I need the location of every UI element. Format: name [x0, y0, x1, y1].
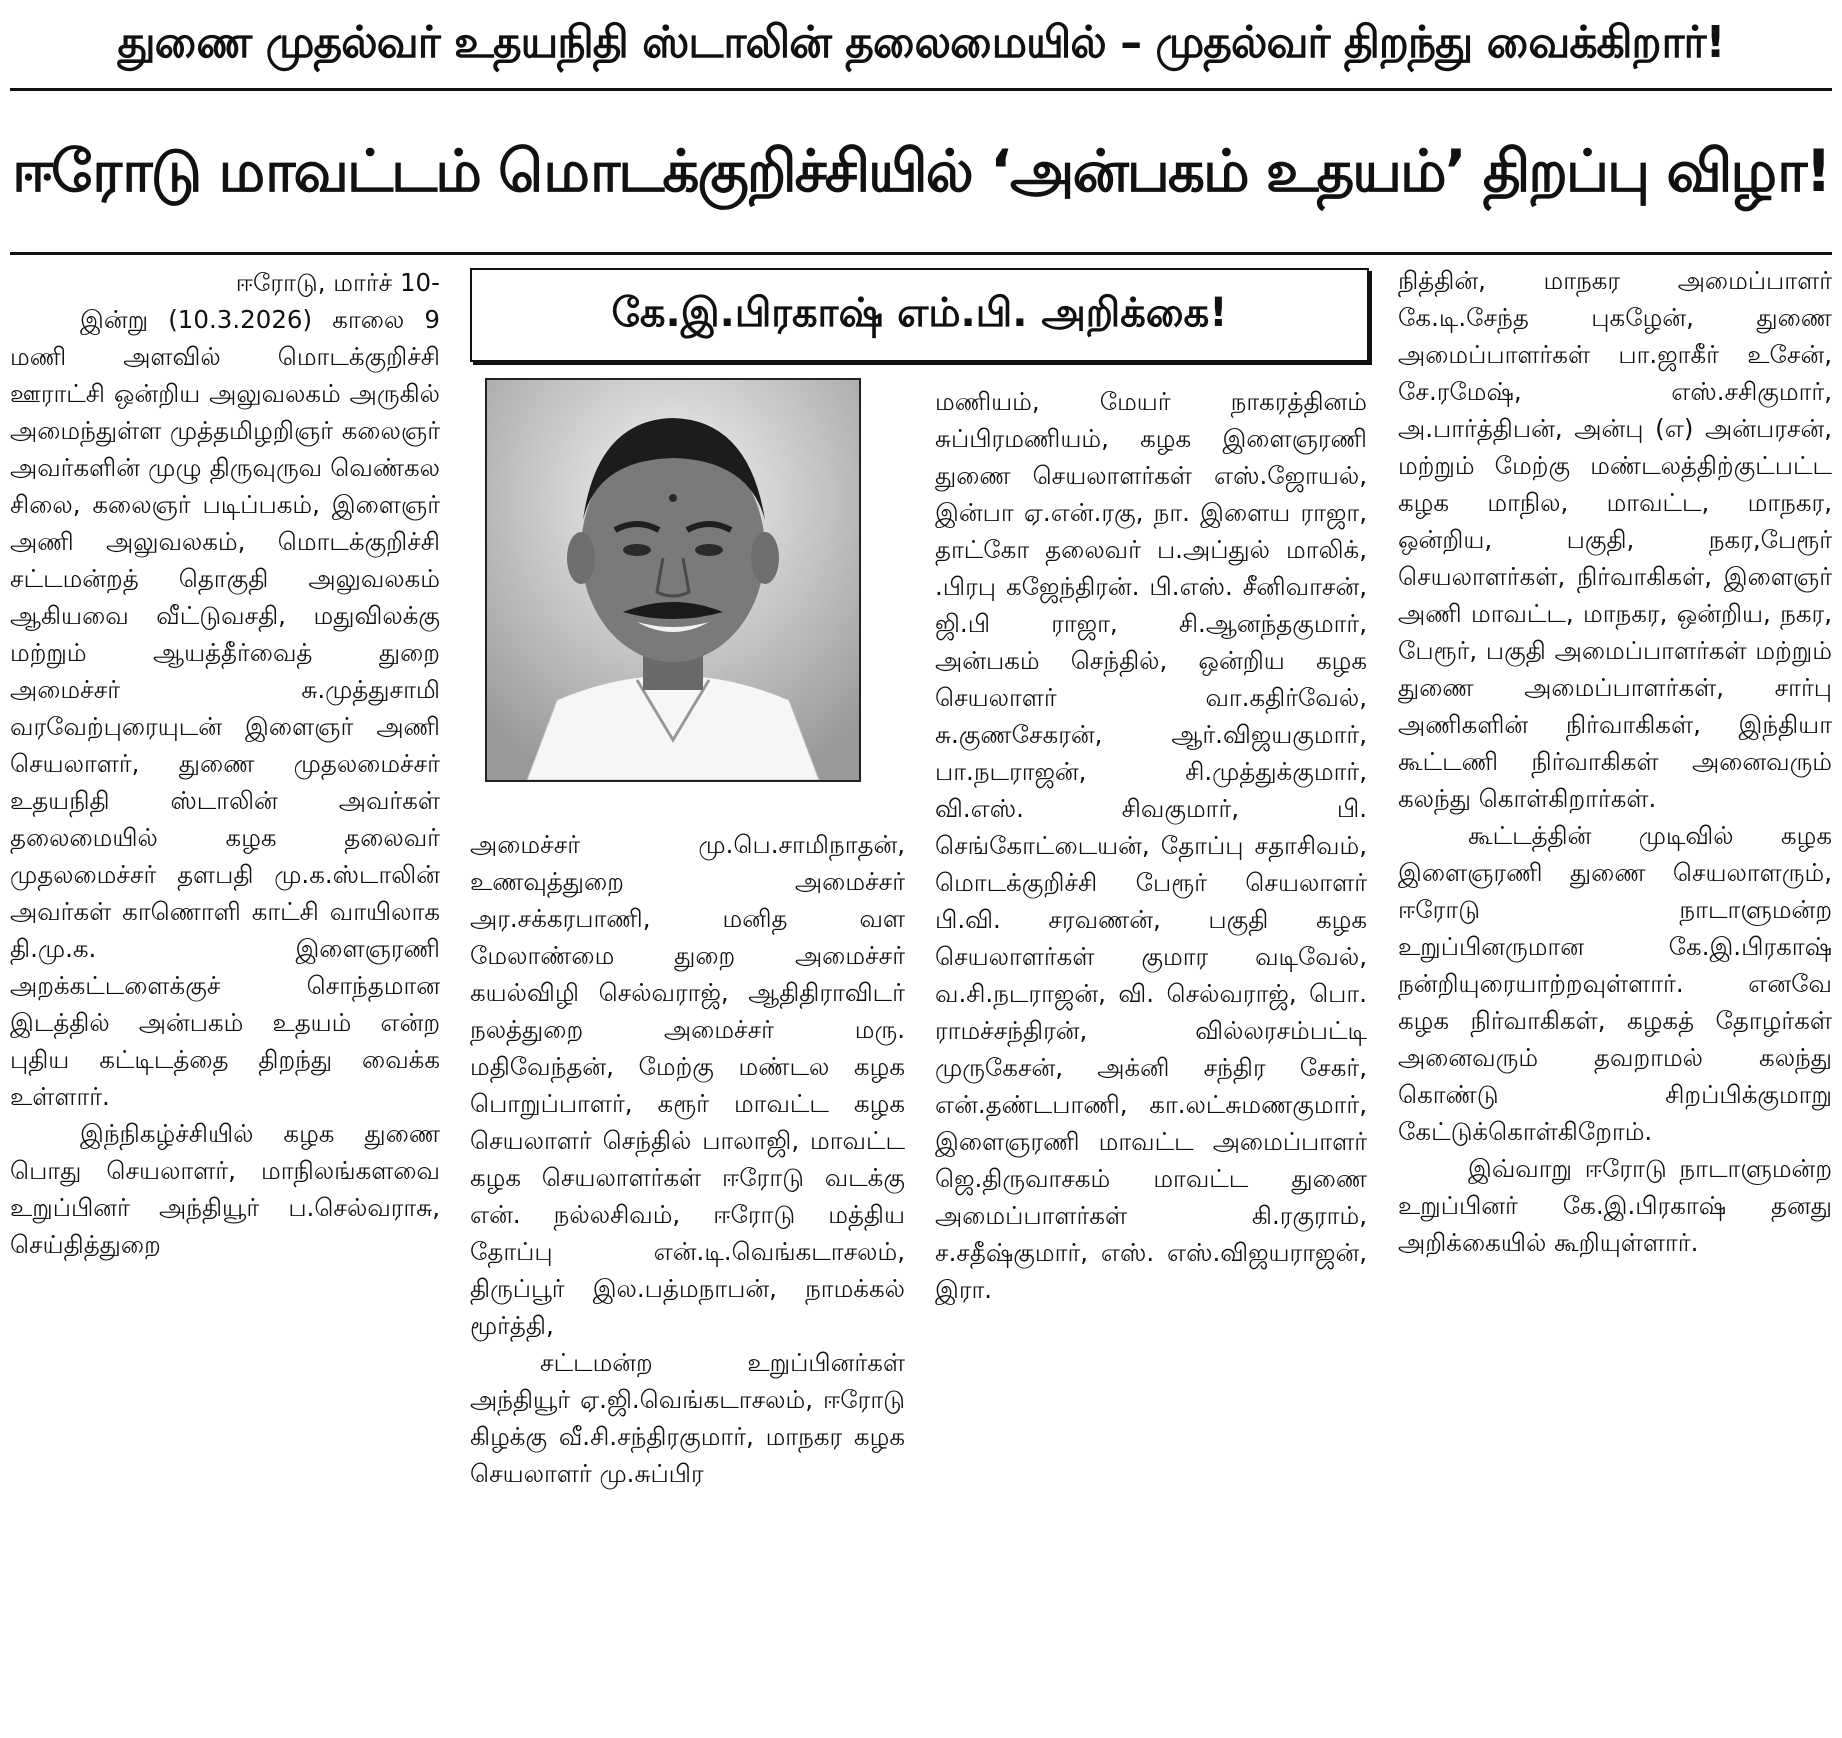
paragraph: நித்தின், மாநகர அமைப்பாளர் கே.டி.சேந்த புகழேன், துணை அமைப்பாளர்கள் பா.ஜாகீர் உசேன், சே.ரமேஷ், எஸ்.சசிகுமார், அ.பார்த்திபன், அன்பு (எ) அன்பரசன், மற்றும் மேற்கு மண்டலத்திற்குட்பட்ட கழக மாநில, மாவட்ட, மாநகர, ஒன்றிய, பகுதி, நகர,பேரூர் செயலாளர்கள், நிர்வாகிகள், இளைஞர் அணி மாவட்ட, மாநகர, ஒன்றிய, நகர, பேரூர், பகுதி அமைப்பாளர்கள் மற்றும் துணை அமைப்பாளர்கள், சார்பு அணிகளின் நிர்வாகிகள், இந்தியா கூட்டணி நிர்வாகிகள் அனைவரும் கலந்து கொள்கிறார்கள்.: [1398, 266, 1832, 813]
paragraph: கூட்டத்தின் முடிவில் கழக இளைஞரணி துணை செயலாளரும், ஈரோடு நாடாளுமன்ற உறுப்பினருமான கே.இ.பிரகாஷ் நன்றியுரையாற்றவுள்ளார். எனவே கழக நிர்வாகிகள், கழகத் தோழர்கள் அனைவரும் தவறாமல் கலந்து கொண்டு சிறப்பிக்குமாறு கேட்டுக்கொள்கிறோம்.: [1398, 821, 1832, 1146]
paragraph: இவ்வாறு ஈரோடு நாடாளுமன்ற உறுப்பினர் கே.இ.பிரகாஷ் தனது அறிக்கையில் கூறியுள்ளார்.: [1398, 1154, 1832, 1257]
top-rule: [10, 88, 1832, 91]
main-headline: ஈரோடு மாவட்டம் மொடக்குறிச்சியில் ‘அன்பகம் உதயம்’ திறப்பு விழா!: [12, 137, 1830, 205]
statement-title-box: கே.இ.பிரகாஷ் எம்.பி. அறிக்கை!: [470, 268, 1369, 362]
paragraph: அமைச்சர் மு.பெ.சாமிநாதன், உணவுத்துறை அமைச்சர் அர.சக்கரபாணி, மனித வள மேலாண்மை துறை அமைச்சர் கயல்விழி செல்வராஜ், ஆதிதிராவிடர் நலத்துறை அமைச்சர் மரு. மதிவேந்தன், மேற்கு மண்டல கழக பொறுப்பாளர், கரூர் மாவட்ட கழக செயலாளர் செந்தில் பாலாஜி, மாவட்ட கழக செயலாளர்கள் ஈரோடு வடக்கு என். நல்லசிவம், ஈரோடு மத்திய தோப்பு என்.டி.வெங்கடாசலம், திருப்பூர் இல.பத்மநாபன், நாமக்கல் மூர்த்தி,: [470, 830, 905, 1340]
article-column-4: [1398, 262, 1832, 1732]
paragraph: இந்நிகழ்ச்சியில் கழக துணை பொது செயலாளர், மாநிலங்களவை உறுப்பினர் அந்தியூர் ப.செல்வராசு, செய்தித்துறை: [10, 1119, 440, 1259]
dateline: ஈரோடு, மார்ச் 10-: [235, 268, 440, 297]
paragraph: மணியம், மேயர் நாகரத்தினம் சுப்பிரமணியம், கழக இளைஞரணி துணை செயலாளர்கள் எஸ்.ஜோயல், இன்பா ஏ.என்.ரகு, நா. இளைய ராஜா, தாட்கோ தலைவர் ப.அப்துல் மாலிக், .பிரபு கஜேந்திரன். பி.எஸ். சீனிவாசன், ஜி.பி ராஜா, சி.ஆனந்தகுமார், அன்பகம் செந்தில், ஒன்றிய கழக செயலாளர் வா.கதிர்வேல், சு.குணசேகரன், ஆர்.விஜயகுமார், பா.நடராஜன், சி.முத்துக்குமார், வி.எஸ். சிவகுமார், பி. செங்கோட்டையன், தோப்பு சதாசிவம், மொடக்குறிச்சி பேரூர் செயலாளர் பி.வி. சரவணன், பகுதி கழக செயலாளர்கள் குமார வடிவேல், வ.சி.நடராஜன், வி. செல்வராஜ், பொ. ராமச்சந்திரன், வில்லரசம்பட்டி முருகேசன், அக்னி சந்திர சேகர், என்.தண்டபாணி, கா.லட்சுமணகுமார், இளைஞரணி மாவட்ட அமைப்பாளர் ஜெ.திருவாசகம் மாவட்ட துணை அமைப்பாளர்கள் கி.ரகுராம், ச.சதீஷ்குமார், எஸ். எஸ்.விஜயராஜன், இரா.: [935, 387, 1367, 1304]
article-column-1: [10, 264, 440, 1734]
kicker-headline: துணை முதல்வர் உதயநிதி ஸ்டாலின் தலைமையில் – முதல்வர் திறந்து வைக்கிறார்!: [117, 16, 1725, 68]
paragraph: இன்று (10.3.2026) காலை 9 மணி அளவில் மொடக்குறிச்சி ஊராட்சி ஒன்றிய அலுவலகம் அருகில் அமைந்துள்ள முத்தமிழறிஞர் கலைஞர் அவர்களின் முழு திருவுருவ வெண்கல சிலை, கலைஞர் படிப்பகம், இளைஞர் அணி அலுவலகம், மொடக்குறிச்சி சட்டமன்றத் தொகுதி அலுவலகம் ஆகியவை வீட்டுவசதி, மதுவிலக்கு மற்றும் ஆயத்தீர்வைத் துறை அமைச்சர் சு.முத்துசாமி வரவேற்புரையுடன் இளைஞர் அணி செயலாளர், துணை முதலமைச்சர் உதயநிதி ஸ்டாலின் அவர்கள் தலைமையில் கழக தலைவர் முதலமைச்சர் தளபதி மு.க.ஸ்டாலின் அவர்கள் காணொளி காட்சி வாயிலாக தி.மு.க. இளைஞரணி அறக்கட்டளைக்குச் சொந்தமான இடத்தில் அன்பகம் உதயம் என்ற புதிய கட்டிடத்தை திறந்து வைக்க உள்ளார்.: [10, 305, 440, 1111]
article-column-2: [470, 826, 905, 1726]
paragraph: சட்டமன்ற உறுப்பினர்கள் அந்தியூர் ஏ.ஜி.வெங்கடாசலம், ஈரோடு கிழக்கு வீ.சி.சந்திரகுமார், மாநகர கழக செயலாளர் மு.சுப்பிர: [470, 1348, 905, 1488]
portrait-photo: [485, 378, 861, 782]
headline-rule: [10, 252, 1832, 255]
article-column-3: [935, 383, 1367, 1728]
